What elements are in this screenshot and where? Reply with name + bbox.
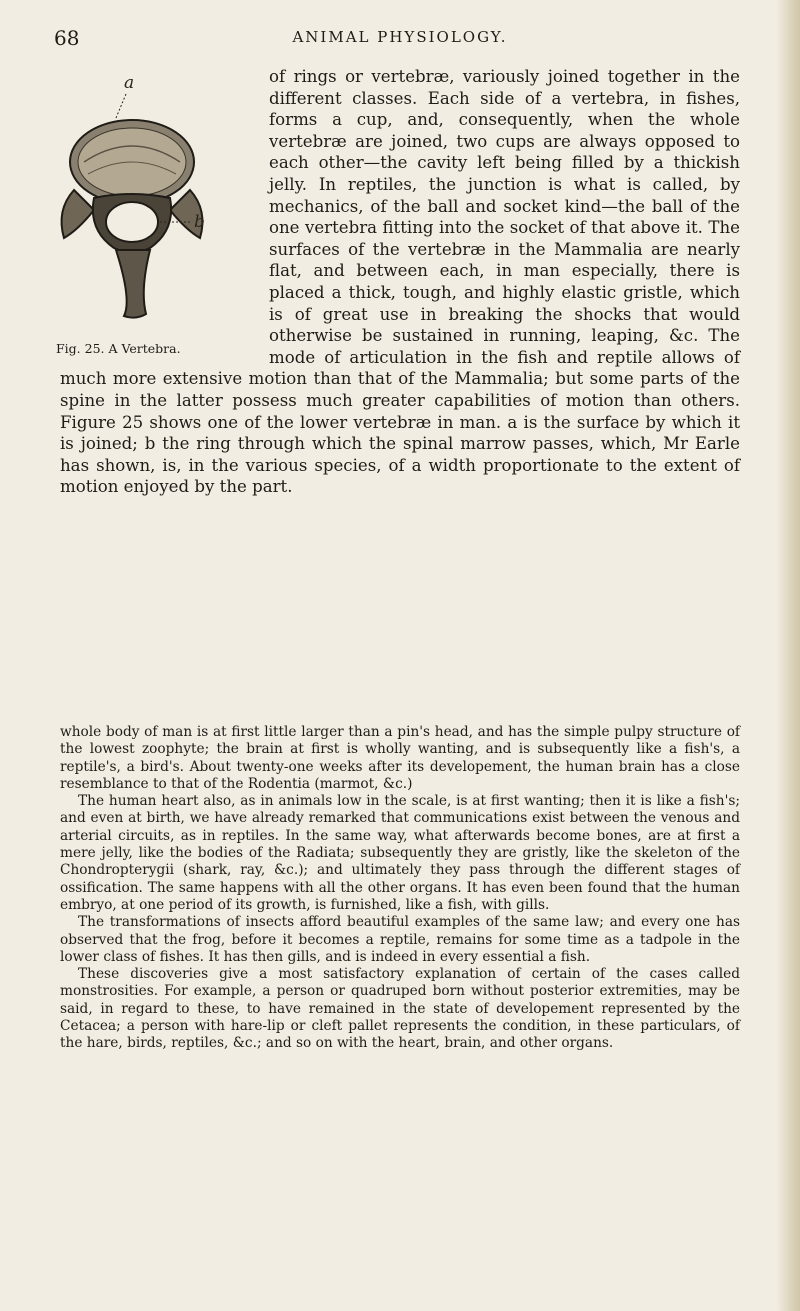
vertebra-figure: [54, 70, 259, 358]
paragraph-articulation: [56, 66, 740, 498]
page-edge-shadow: [776, 0, 800, 1311]
paragraph-monstrosities: These discoveries give a most satisfactory explanation of certain of the cases called monstrosities. For example, a person or quadruped born without posterior extremities, may be said, in regard to these, to have remained in the state of developement represented by the Cetacea; a person with hare-lip or cleft pallet represents the condition, in these particulars, of the hare, birds, reptiles, &c.; and so on with the heart, brain, and other organs.: [60, 966, 740, 1052]
running-title: ANIMAL PHYSIOLOGY.: [292, 28, 508, 46]
page-number: 68: [54, 26, 80, 50]
figure-label-b: b: [194, 212, 205, 232]
paragraph-developement: [60, 724, 740, 1053]
figure-caption: Fig. 25. A Vertebra.: [56, 341, 181, 356]
paragraph-brain: whole body of man is at first little larger than a pin's head, and has the simple pulpy structure of the lowest zoophyte; the brain at first is wholly wanting, and is subsequently like a fish's, a reptile's, a bird's. About twenty-one weeks after its developement, the human brain has a close resemblance to that of the Rodentia (marmot, &c.): [60, 724, 740, 792]
paragraph-insects: The transformations of insects afford beautiful examples of the same law; and every one has observed that the frog, before it becomes a reptile, remains for some time as a tadpole in the lower class of fishes. It has then gills, and is indeed in every essential a fish.: [60, 914, 740, 965]
figure-label-a: a: [124, 73, 135, 93]
paragraph-text: of rings or vertebræ, variously joined together in the different classes. Each side of a vertebra, in fishes, forms a cup, and, consequently, when the whole vertebræ are joined, two cups are always opposed to each other—the cavity left being filled by a thickish jelly. In reptiles, the junction is what is called, by mechanics, of the ball and socket kind—the ball of the one vertebra fitting into the socket of that above it. The surfaces of the vertebræ in the Mammalia are nearly flat, and between each, in man especially, there is placed a thick, tough, and highly elastic gristle, which is of great use in breaking the shocks that would otherwise be sustained in running, leaping, &c. The mode of articulation in the fish and reptile allows of much more extensive motion than that of the Mammalia; but some parts of the spine in the latter possess much greater capabilities of motion than others. Figure 25 shows one of the lower vertebræ in man. a is the surface by which it is joined; b the ring through which the spinal marrow passes, which, Mr Earle has shown, is, in the various species, of a width proportionate to the extent of motion enjoyed by the part.: [60, 67, 740, 497]
paragraph-heart: The human heart also, as in animals low in the scale, is at first wanting; then it is like a fish's; and even at birth, we have already remarked that communications exist between the venous and arterial circuits, as in reptiles. In the same way, what afterwards become bones, are at first a mere jelly, like the bodies of the Radiata; subsequently they are gristly, like the skeleton of the Chondropterygii (shark, ray, &c.); and ultimately they pass through the different stages of ossification. The same happens with all the other organs. It has even been found that the human embryo, at one period of its growth, is furnished, like a fish, with gills.: [60, 793, 740, 913]
running-head: [54, 26, 746, 52]
vertebra-illustration: [54, 70, 259, 340]
